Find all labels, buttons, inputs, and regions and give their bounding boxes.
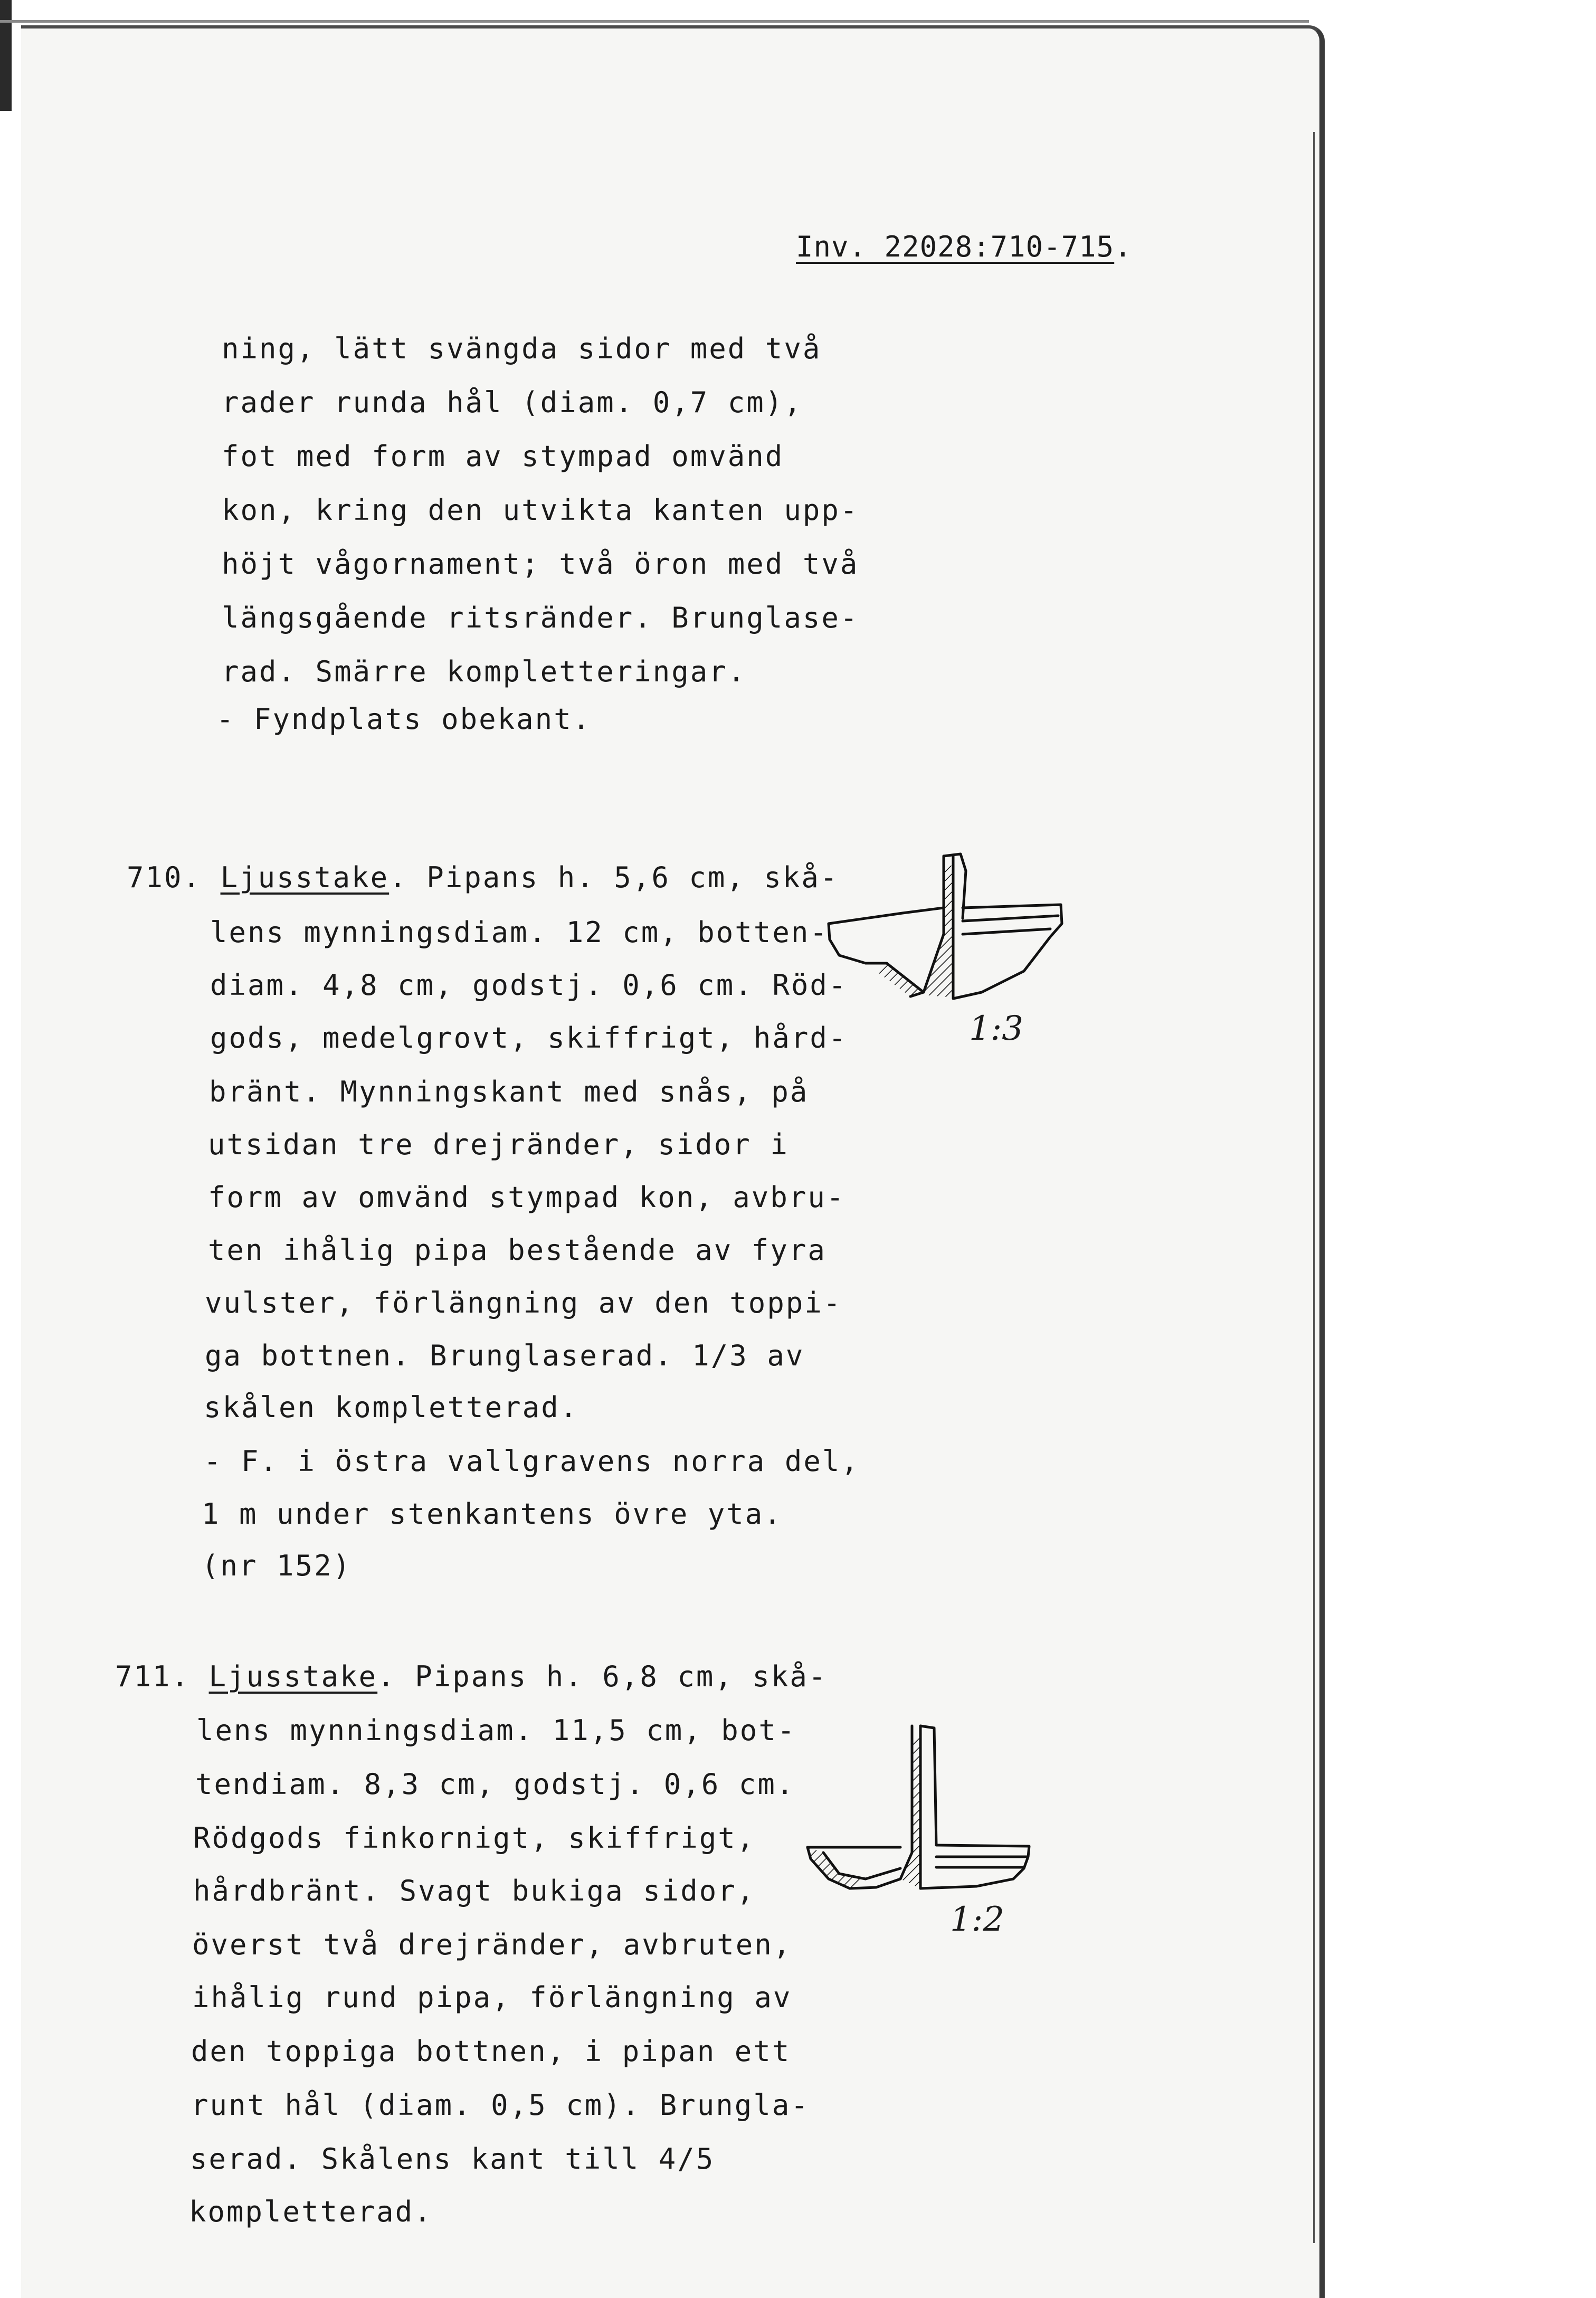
entry-number: 711.: [115, 1660, 191, 1693]
entry-710-line: ga bottnen. Brunglaserad. 1/3 av: [205, 1339, 805, 1372]
entry-711-line: den toppiga bottnen, i pipan ett: [191, 2035, 791, 2068]
entry-711-first-line: [115, 1660, 828, 1693]
intro-line: kon, kring den utvikta kanten upp-: [222, 493, 859, 527]
entry-711-line: kompletterad.: [189, 2195, 433, 2228]
entry-text: . Pipans h. 5,6 cm, skå-: [389, 861, 839, 894]
entry-711-line: runt hål (diam. 0,5 cm). Brungla-: [191, 2088, 810, 2122]
entry-710-line: (nr 152): [202, 1549, 352, 1582]
intro-line: längsgående ritsränder. Brunglase-: [222, 601, 859, 634]
candlestick-710-drawing: [823, 850, 1071, 1008]
entry-710-line: bränt. Mynningskant med snås, på: [209, 1075, 809, 1108]
inventory-period: .: [1114, 230, 1132, 263]
entry-title: Ljusstake: [220, 861, 390, 894]
entry-710-line: form av omvänd stympad kon, avbru-: [208, 1181, 846, 1214]
entry-710-line: vulster, förlängning av den toppi-: [205, 1286, 842, 1319]
intro-line: - Fyndplats obekant.: [216, 702, 592, 736]
scale-label-711: 1:2: [950, 1900, 1004, 1939]
scan-top-line: [0, 20, 1309, 23]
entry-710-first-line: [127, 863, 839, 892]
intro-line: höjt vågornament; två öron med två: [222, 547, 859, 581]
entry-710-line: skålen kompletterad.: [204, 1391, 579, 1424]
intro-line: rader runda hål (diam. 0,7 cm),: [222, 386, 803, 419]
scale-label-710: 1:3: [969, 1009, 1023, 1048]
entry-711-line: tendiam. 8,3 cm, godstj. 0,6 cm.: [195, 1768, 795, 1801]
entry-710-line: diam. 4,8 cm, godstj. 0,6 cm. Röd-: [210, 968, 848, 1002]
entry-711-line: överst två drejränder, avbruten,: [192, 1928, 792, 1961]
intro-line: fot med form av stympad omvänd: [222, 440, 784, 473]
intro-line: rad. Smärre kompletteringar.: [222, 655, 747, 688]
entry-711-line: ihålig rund pipa, förlängning av: [192, 1981, 792, 2014]
entry-710-line: ten ihålig pipa bestående av fyra: [208, 1233, 826, 1267]
entry-711-line: lens mynningsdiam. 11,5 cm, bot-: [196, 1714, 796, 1747]
candlestick-711-drawing: [802, 1721, 1050, 1900]
scan-edge-mark: [0, 0, 12, 111]
entry-710-line: utsidan tre drejränder, sidor i: [208, 1128, 789, 1161]
entry-710-line: gods, medelgrovt, skiffrigt, hård-: [210, 1021, 848, 1055]
entry-710-line: lens mynningsdiam. 12 cm, botten-: [210, 916, 829, 949]
intro-line: ning, lätt svängda sidor med två: [222, 332, 822, 365]
page-right-edge: [1313, 132, 1315, 2243]
entry-number: 710.: [127, 861, 202, 894]
inventory-number: Inv. 22028:710-715: [796, 230, 1115, 263]
entry-711-line: hårdbränt. Svagt bukiga sidor,: [193, 1874, 756, 1907]
entry-710-line: - F. i östra vallgravens norra del,: [204, 1445, 860, 1478]
inventory-header: [796, 230, 1132, 263]
entry-title: Ljusstake: [208, 1660, 378, 1693]
entry-710-line: 1 m under stenkantens övre yta.: [202, 1497, 783, 1531]
entry-711-line: serad. Skålens kant till 4/5: [190, 2142, 715, 2176]
entry-711-line: Rödgods finkornigt, skiffrigt,: [193, 1821, 756, 1855]
entry-text: . Pipans h. 6,8 cm, skå-: [377, 1660, 828, 1693]
